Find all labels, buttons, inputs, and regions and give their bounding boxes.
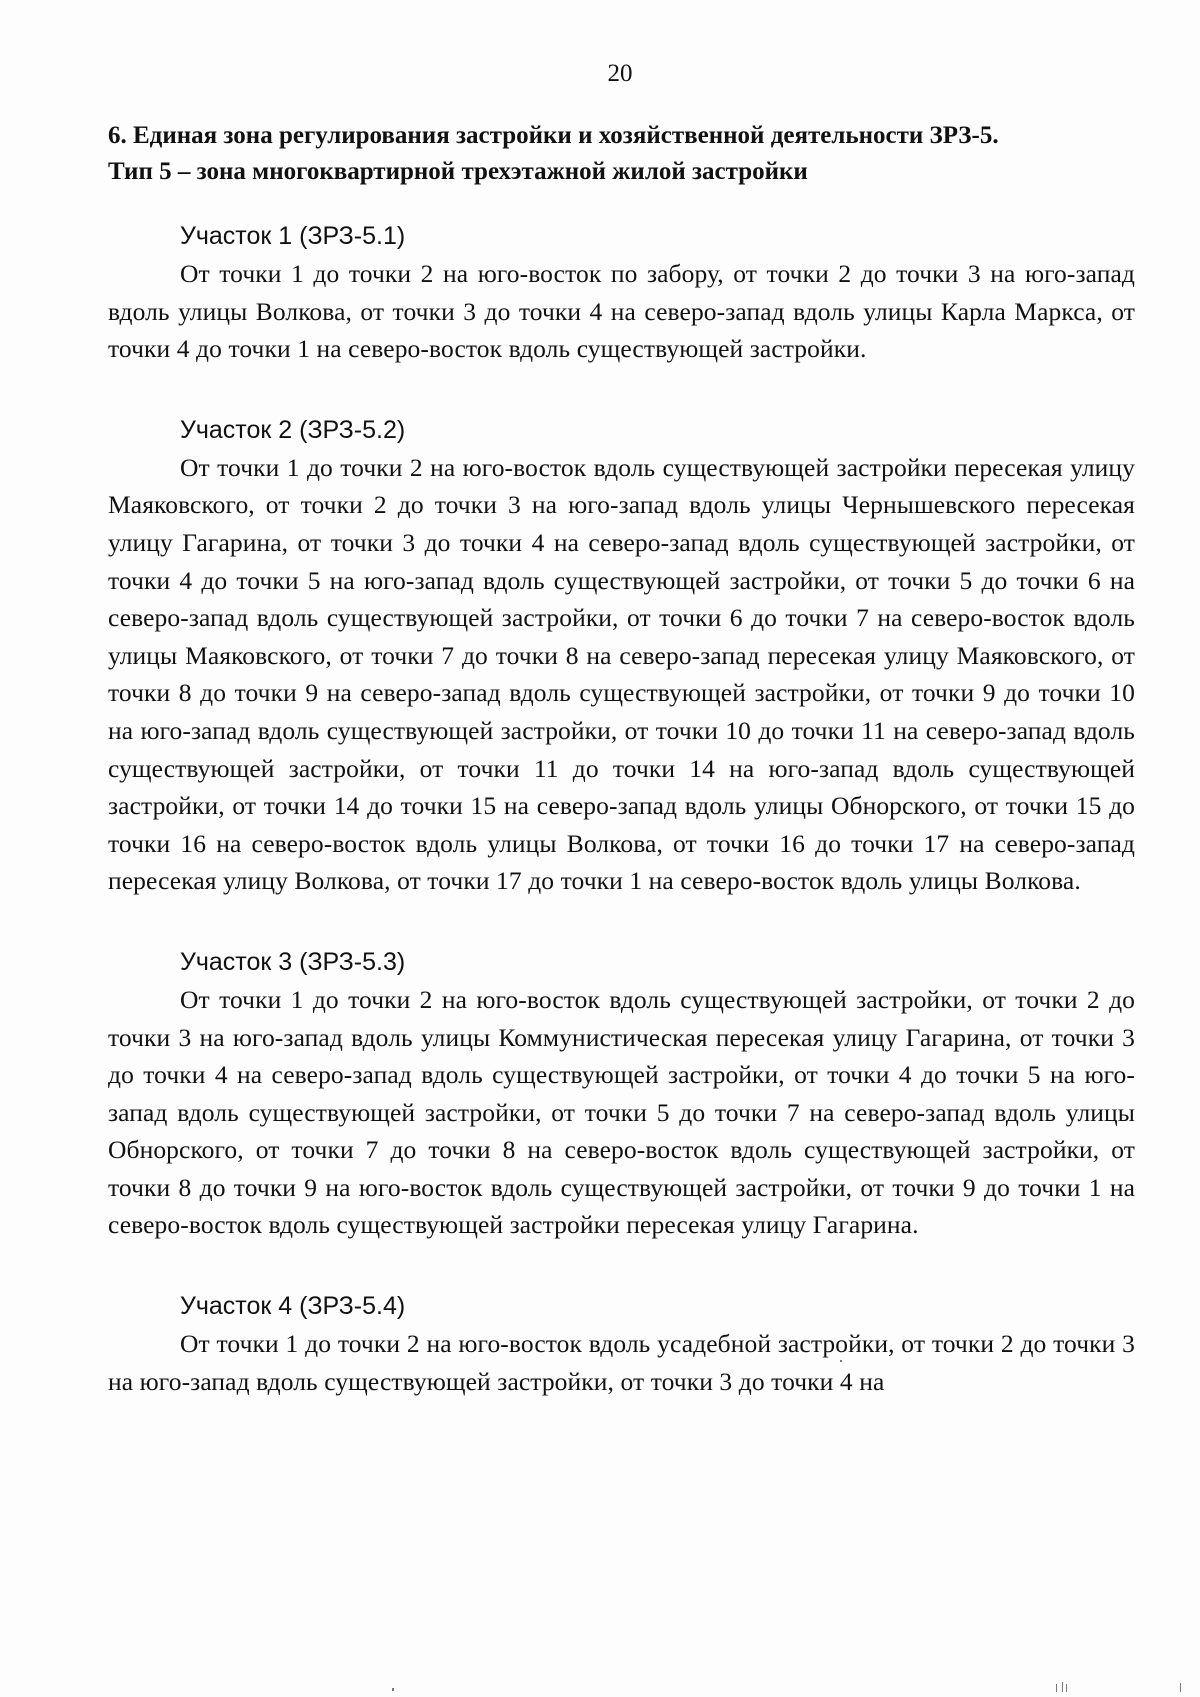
scan-artifact bbox=[1062, 1682, 1063, 1692]
scan-artifact bbox=[392, 1688, 394, 1691]
section-heading-line-2: Тип 5 – зона многоквартирной трехэтажной жилой застройки bbox=[108, 158, 808, 185]
plot-description: От точки 1 до точки 2 на юго-восток вдоль существующей застройки пересекая улицу Маяковского, от точки 2 до точки 3 на юго-запад вдоль улицы Чернышевского пересекая улицу Гагарина, от точки 3 до точки 4 на северо-запад вдоль существующей застройки, от точки 4 до точки 5 на юго-запад вдоль существующей застройки, от точки 5 до точки 6 на северо-запад вдоль существующей застройки, от точки 6 до точки 7 на северо-восток вдоль улицы Маяковского, от точки 7 до точки 8 на северо-запад пересекая улицу Маяковского, от точки 8 до точки 9 на северо-запад вдоль существующей застройки, от точки 9 до точки 10 на юго-запад вдоль существующей застройки, от точки 10 до точки 11 на северо-запад вдоль существующей застройки, от точки 11 до точки 14 на юго-запад вдоль существующей застройки, от точки 14 до точки 15 на северо-запад вдоль улицы Обнорского, от точки 15 до точки 16 на северо-восток вдоль улицы Волкова, от точки 16 до точки 17 на северо-запад пересекая улицу Волкова, от точки 17 до точки 1 на северо-восток вдоль улицы Волкова. bbox=[108, 452, 1135, 896]
plot-title: Участок 4 (ЗРЗ-5.4) bbox=[180, 1292, 406, 1321]
plot-title: Участок 1 (ЗРЗ-5.1) bbox=[180, 222, 406, 250]
scan-artifact bbox=[1066, 1684, 1067, 1692]
page-number: 20 bbox=[607, 60, 633, 87]
document-body bbox=[108, 118, 1135, 1400]
scan-artifact bbox=[1180, 1683, 1181, 1692]
plot-title: Участок 3 (ЗРЗ-5.3) bbox=[180, 947, 406, 976]
plot-title: Участок 2 (ЗРЗ-5.2) bbox=[180, 415, 406, 444]
plot-section-2 bbox=[108, 411, 1135, 900]
plot-description: От точки 1 до точки 2 на юго-восток вдоль усадебной застройки, от точки 2 до точки 3 на юго-запад вдоль существующей застройки, от точки 3 до точки 4 на bbox=[108, 1329, 1135, 1396]
plot-description: От точки 1 до точки 2 на юго-восток вдоль существующей застройки, от точки 2 до точки 3 на юго-запад вдоль улицы Коммунистическая пересекая улицу Гагарина, от точки 3 до точки 4 на северо-запад вдоль существующей застройки, от точки 4 до точки 5 на юго-запад вдоль существующей застройки, от точки 5 до точки 7 на северо-запад вдоль улицы Обнорского, от точки 7 до точки 8 на северо-восток вдоль существующей застройки, от точки 8 до точки 9 на юго-восток вдоль существующей застройки, от точки 9 до точки 1 на северо-восток вдоль существующей застройки пересекая улицу Гагарина. bbox=[108, 984, 1135, 1240]
plot-section-4 bbox=[108, 1287, 1135, 1400]
scan-artifact bbox=[1056, 1684, 1057, 1692]
plot-description: От точки 1 до точки 2 на юго-восток по забору, от точки 2 до точки 3 на юго-запад вдоль улицы Волкова, от точки 3 до точки 4 на северо-запад вдоль улицы Карла Маркса, от точки 4 до точки 1 на северо-восток вдоль существующей застройки. bbox=[108, 259, 1135, 364]
section-heading bbox=[108, 118, 1135, 190]
scan-artifact bbox=[840, 1360, 842, 1362]
section-heading-line-1: 6. Единая зона регулирования застройки и хозяйственной деятельности ЗРЗ-5. bbox=[108, 122, 999, 149]
plot-section-3 bbox=[108, 943, 1135, 1244]
plot-section-1 bbox=[108, 217, 1135, 368]
